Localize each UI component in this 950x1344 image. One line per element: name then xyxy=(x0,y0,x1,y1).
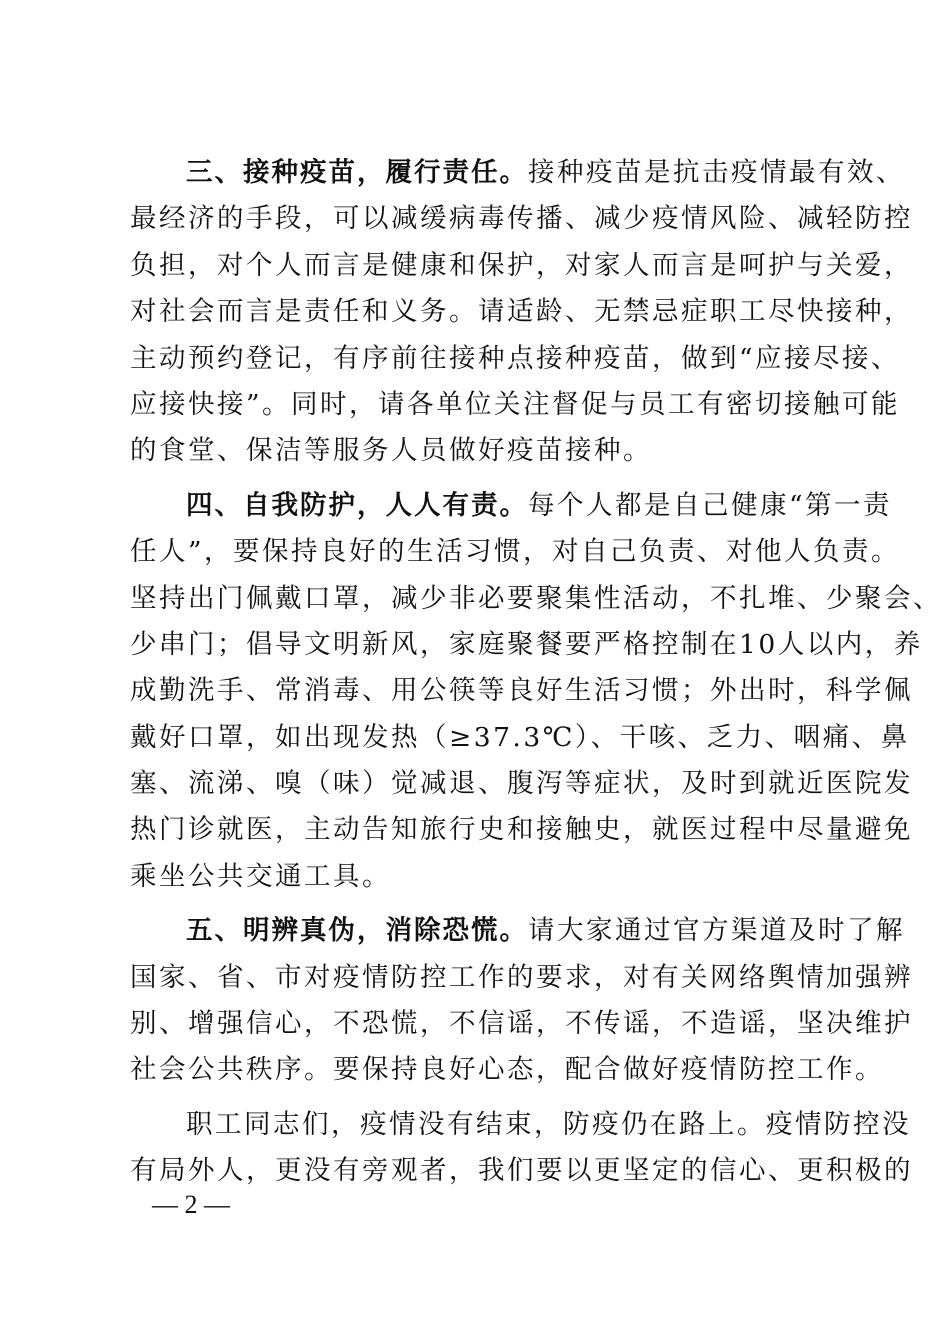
document-body xyxy=(130,150,942,1195)
text-line: 负担，对个人而言是健康和保护，对家人而言是呵护与关爱， xyxy=(130,249,913,281)
text-line: 国家、省、市对疫情防控工作的要求，对有关网络舆情加强辨 xyxy=(130,961,913,993)
paragraph-self-protection xyxy=(130,483,942,901)
text-line: 应接快接”。同时，请各单位关注督促与员工有密切接触可能 xyxy=(130,388,901,420)
section-heading-self-protection: 四、自我防护，人人有责。 xyxy=(186,489,528,521)
text-line: 任人”，要保持良好的生活习惯，对自己负责、对他人负责。 xyxy=(130,536,901,568)
paragraph-spacer xyxy=(130,900,820,908)
page-number: — 2 — xyxy=(152,1190,230,1219)
paragraph-rumors xyxy=(130,908,913,1094)
section-heading-vaccination: 三、接种疫苗，履行责任。 xyxy=(186,157,528,188)
text-line: 别、增强信心，不恐慌，不信谣，不传谣，不造谣，坚决维护 xyxy=(130,1008,913,1040)
paragraph-first-line xyxy=(130,908,905,954)
text-line: 最经济的手段，可以减缓病毒传播、减少疫情风险、减轻防控 xyxy=(130,203,913,235)
text-line: 成勤洗手、常消毒、用公筷等良好生活习惯；外出时，科学佩 xyxy=(130,675,913,707)
paragraph-spacer xyxy=(130,475,820,483)
paragraph-vaccination xyxy=(130,150,913,475)
text-line: 少串门；倡导文明新风，家庭聚餐要严格控制在10人以内，养 xyxy=(130,628,923,660)
text-line: 热门诊就医，主动告知旅行史和接触史，就医过程中尽量避免 xyxy=(130,814,913,846)
text-line: 坚持出门佩戴口罩，减少非必要聚集性活动，不扎堆、少聚会、 xyxy=(130,582,942,614)
paragraph-first-line xyxy=(130,483,893,529)
text-line: 主动预约登记，有序前往接种点接种疫苗，做到“应接尽接、 xyxy=(130,342,901,374)
text-line: 请大家通过官方渠道及时了解 xyxy=(528,915,905,947)
text-line: 乘坐公共交通工具。 xyxy=(130,860,391,892)
text-line: 接种疫苗是抗击疫情最有效、 xyxy=(528,157,905,188)
text-line: 每个人都是自己健康“第一责 xyxy=(528,489,893,521)
section-heading-rumors: 五、明辨真伪，消除恐慌。 xyxy=(186,915,528,947)
text-line: 社会公共秩序。要保持良好心态，配合做好疫情防控工作。 xyxy=(130,1054,884,1086)
text-line: 有局外人，更没有旁观者，我们要以更坚定的信心、更积极的 xyxy=(130,1155,913,1187)
text-line: 塞、流涕、嗅（味）觉减退、腹泻等症状，及时到就近医院发 xyxy=(130,768,913,800)
text-line: 的食堂、保洁等服务人员做好疫苗接种。 xyxy=(130,435,652,467)
paragraph-first-line xyxy=(130,150,905,196)
paragraph-closing xyxy=(130,1102,913,1195)
paragraph-spacer xyxy=(130,1094,820,1102)
text-line: 职工同志们，疫情没有结束，防疫仍在路上。疫情防控没 xyxy=(186,1108,911,1140)
text-line: 戴好口罩，如出现发热（≥37.3℃）、干咳、乏力、咽痛、鼻 xyxy=(130,721,910,753)
text-line: 对社会而言是责任和义务。请适龄、无禁忌症职工尽快接种， xyxy=(130,296,913,328)
